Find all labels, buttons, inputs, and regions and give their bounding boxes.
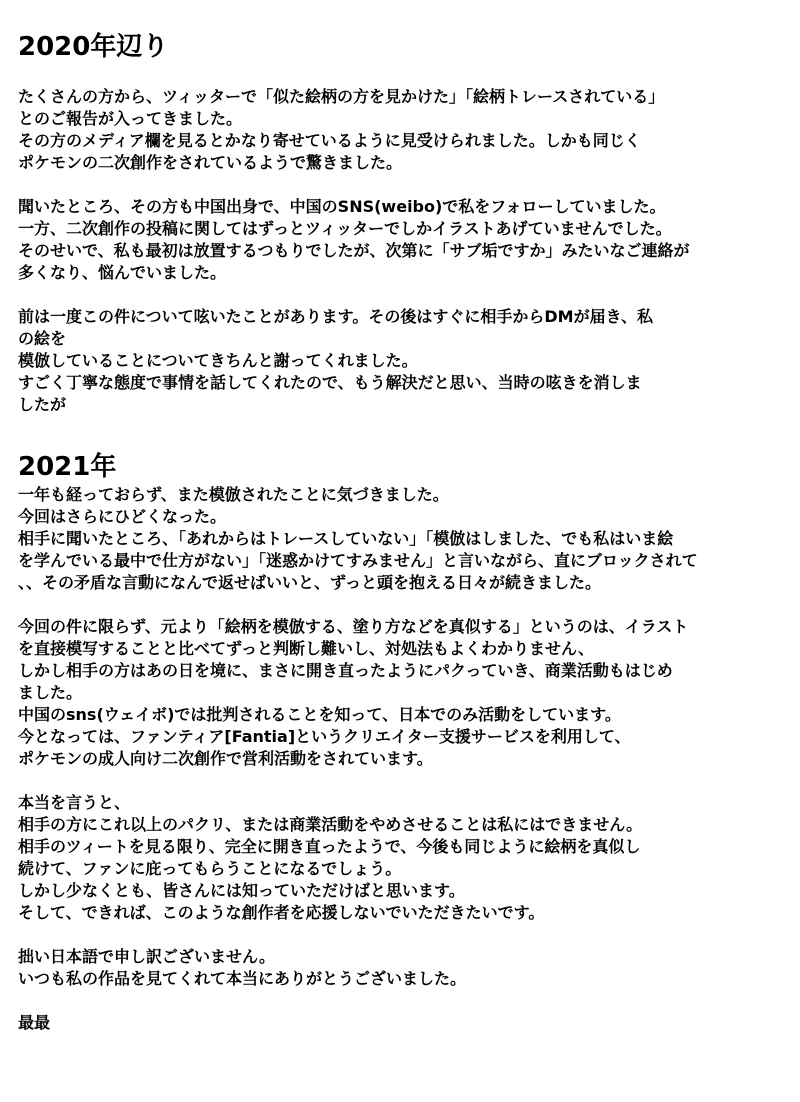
text-line: 一方、二次創作の投稿に関してはずっとツィッターでしかイラストあげていませんでした。 bbox=[18, 219, 672, 238]
paragraph-gap bbox=[18, 416, 788, 438]
text-line: を直接模写することと比べてずっと判断し難いし、対処法もよくわかりません、 bbox=[18, 639, 595, 658]
text-line: したが bbox=[18, 395, 67, 414]
paragraph-gap bbox=[18, 924, 788, 946]
text-line: そのせいで、私も最初は放置するつもりでしたが、次第に「サブ垢ですか」みたいなご連絡が bbox=[18, 241, 690, 260]
paragraph bbox=[18, 196, 788, 284]
text-line: 聞いたところ、その方も中国出身で、中国のSNS(weibo)で私をフォローしていました。 bbox=[18, 197, 666, 216]
heading-2021: 2021年 bbox=[18, 452, 117, 482]
text-line: 相手のツィートを見る限り、完全に開き直ったようで、今後も同じように絵柄を真似し bbox=[18, 837, 641, 856]
text-line: 拙い日本語で申し訳ございません。 bbox=[18, 947, 275, 966]
text-line: を学んでいる最中で仕方がない」「迷惑かけてすみません」と言いながら、直にブロックされて bbox=[18, 551, 698, 570]
paragraph bbox=[18, 792, 788, 924]
paragraph bbox=[18, 946, 788, 990]
text-line: すごく丁寧な態度で事情を話してくれたので、もう解決だと思い、当時の呟きを消しま bbox=[18, 373, 642, 392]
text-line: 最最 bbox=[18, 1013, 51, 1032]
paragraph-gap bbox=[18, 990, 788, 1012]
paragraph bbox=[18, 306, 788, 416]
section-2020 bbox=[18, 86, 788, 438]
paragraph-gap bbox=[18, 770, 788, 792]
text-line: 一年も経っておらず、また模倣されたことに気づきました。 bbox=[18, 485, 449, 504]
text-line: 今回はさらにひどくなった。 bbox=[18, 507, 227, 526]
paragraph bbox=[18, 1012, 788, 1034]
text-line: 前は一度この件について呟いたことがあります。その後はすぐに相手からDMが届き、私 bbox=[18, 307, 653, 326]
text-line: ポケモンの二次創作をされているようで驚きました。 bbox=[18, 153, 403, 172]
text-line: 続けて、ファンに庇ってもらうことになるでしょう。 bbox=[18, 859, 402, 878]
text-line: たくさんの方から、ツィッターで「似た絵柄の方を見かけた」「絵柄トレースされている」 bbox=[18, 87, 665, 106]
text-line: そして、できれば、このような創作者を応援しないでいただきたいです。 bbox=[18, 903, 545, 922]
text-line: 今回の件に限らず、元より「絵柄を模倣する、塗り方などを真似する」というのは、イラスト bbox=[18, 617, 689, 636]
paragraph bbox=[18, 484, 788, 594]
section-2021 bbox=[18, 484, 788, 1034]
paragraph bbox=[18, 616, 788, 770]
text-line: いつも私の作品を見てくれて本当にありがとうございました。 bbox=[18, 969, 467, 988]
text-line: その方のメディア欄を見るとかなり寄せているように見受けられました。しかも同じく bbox=[18, 131, 641, 150]
text-line: 相手の方にこれ以上のパクリ、または商業活動をやめさせることは私にはできません。 bbox=[18, 815, 643, 834]
text-line: しかし少なくとも、皆さんには知っていただけばと思います。 bbox=[18, 881, 465, 900]
paragraph-gap bbox=[18, 174, 788, 196]
document-page bbox=[18, 30, 788, 1034]
text-line: ポケモンの成人向け二次創作で営利活動をされています。 bbox=[18, 749, 433, 768]
text-line: 中国のsns(ウェイボ)では批判されることを知って、日本でのみ活動をしています。 bbox=[18, 705, 621, 724]
text-line: 、、その矛盾な言動になんで返せばいいと、ずっと頭を抱える日々が続きました。 bbox=[18, 573, 602, 592]
text-line: 多くなり、悩んでいました。 bbox=[18, 263, 227, 282]
text-line: とのご報告が入ってきました。 bbox=[18, 109, 243, 128]
heading-2020: 2020年辺り bbox=[18, 32, 169, 62]
text-line: 本当を言うと、 bbox=[18, 793, 131, 812]
text-line: 今となっては、ファンティア[Fantia]というクリエイター支援サービスを利用して、 bbox=[18, 727, 631, 746]
text-line: しかし相手の方はあの日を境に、まさに開き直ったようにパクっていき、商業活動もはじめ bbox=[18, 661, 673, 680]
text-line: の絵を bbox=[18, 329, 67, 348]
text-line: 模倣していることについてきちんと謝ってくれました。 bbox=[18, 351, 418, 370]
text-line: ました。 bbox=[18, 683, 83, 702]
paragraph bbox=[18, 86, 788, 174]
paragraph-gap bbox=[18, 594, 788, 616]
paragraph-gap bbox=[18, 284, 788, 306]
text-line: 相手に聞いたところ、「あれからはトレースしていない」「模倣はしました、でも私はいま絵 bbox=[18, 529, 674, 548]
